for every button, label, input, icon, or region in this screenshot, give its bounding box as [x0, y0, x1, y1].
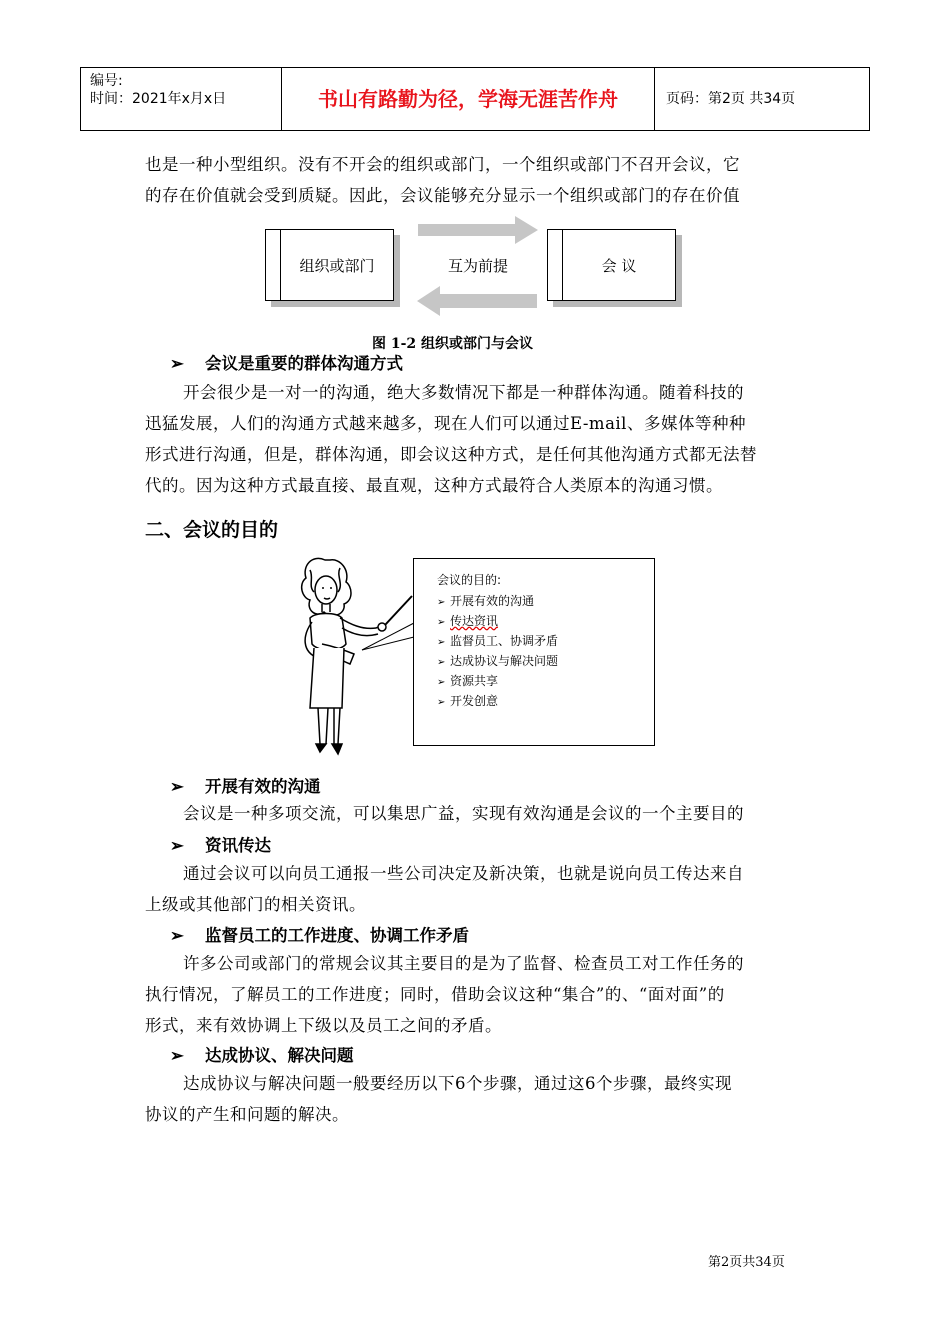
paragraph-line: 迅猛发展，人们的沟通方式越来越多，现在人们可以通过E-mail、多媒体等种种: [145, 414, 746, 433]
bullet-heading: ➢ 监督员工的工作进度、协调工作矛盾: [170, 926, 469, 945]
org-box: [265, 229, 394, 301]
bullet-heading: ➢ 会议是重要的群体沟通方式: [170, 354, 403, 373]
purpose-box: [413, 558, 655, 746]
arrow-icon: ➢: [437, 657, 446, 668]
figure-caption: 图 1-2 组织或部门与会议: [372, 336, 534, 352]
bullet-heading: ➢ 开展有效的沟通: [170, 777, 321, 796]
header-page: 页码：第2页 共34页: [666, 91, 796, 107]
purpose-title: 会议的目的:: [437, 573, 502, 587]
bullet-arrow-icon: ➢: [170, 354, 184, 373]
list-item: ➢ 资源共享: [437, 671, 558, 691]
paragraph-line: 许多公司或部门的常规会议其主要目的是为了监督、检查员工对工作任务的: [183, 954, 744, 973]
arrow-icon: ➢: [437, 597, 446, 608]
list-item: ➢ 达成协议与解决问题: [437, 651, 558, 671]
time-label: 时间：2021年x月x日: [90, 91, 227, 107]
header-motto: 书山有路勤为径，学海无涯苦作舟: [318, 87, 618, 111]
bullet-arrow-icon: ➢: [170, 1046, 184, 1065]
org-box-label: 组织或部门: [280, 230, 393, 300]
list-item: ➢ 开展有效的沟通: [437, 591, 558, 611]
bullet-heading: ➢ 资讯传达: [170, 836, 271, 855]
paragraph-line: 通过会议可以向员工通报一些公司决定及新决策，也就是说向员工传达来自: [183, 864, 744, 883]
page-footer: 第2页共34页: [708, 1255, 785, 1270]
bullet-arrow-icon: ➢: [170, 836, 184, 855]
arrow-icon: ➢: [437, 617, 446, 628]
pointer-line: [360, 615, 420, 655]
bullet-arrow-icon: ➢: [170, 777, 184, 796]
arrow-left-icon: [417, 286, 537, 316]
meeting-box: [547, 229, 676, 301]
paragraph-line: 执行情况，了解员工的工作进度；同时，借助会议这种“集合”的、“面对面”的: [145, 985, 725, 1004]
list-item: ➢ 监督员工、协调矛盾: [437, 631, 558, 651]
bullet-arrow-icon: ➢: [170, 926, 184, 945]
meeting-box-label: 会 议: [562, 230, 675, 300]
list-item: ➢ 开发创意: [437, 691, 558, 711]
paragraph-line: 形式，来有效协调上下级以及员工之间的矛盾。: [145, 1016, 502, 1035]
list-item: ➢ 传达资讯: [437, 611, 558, 631]
intro-line-1: 也是一种小型组织。没有不开会的组织或部门，一个组织或部门不召开会议，它: [145, 155, 740, 174]
page-header: [80, 67, 870, 131]
paragraph-line: 上级或其他部门的相关资讯。: [145, 895, 366, 914]
paragraph-line: 会议是一种多项交流，可以集思广益，实现有效沟通是会议的一个主要目的: [183, 804, 744, 823]
section-title: 二、会议的目的: [145, 519, 279, 541]
arrow-icon: ➢: [437, 637, 446, 648]
mutual-label: 互为前提: [448, 257, 509, 275]
bullet-heading: ➢ 达成协议、解决问题: [170, 1046, 354, 1065]
arrow-right-icon: [418, 216, 538, 244]
paragraph-line: 代的。因为这种方式最直接、最直观，这种方式最符合人类原本的沟通习惯。: [145, 476, 723, 495]
paragraph-line: 协议的产生和问题的解决。: [145, 1105, 349, 1124]
paragraph-line: 开会很少是一对一的沟通，绝大多数情况下都是一种群体沟通。随着科技的: [183, 383, 744, 402]
paragraph-line: 形式进行沟通，但是，群体沟通，即会议这种方式，是任何其他沟通方式都无法替: [145, 445, 757, 464]
number-label: 编号:: [90, 73, 123, 89]
arrow-icon: ➢: [437, 677, 446, 688]
purpose-list: [437, 591, 558, 711]
intro-line-2: 的存在价值就会受到质疑。因此，会议能够充分显示一个组织或部门的存在价值: [145, 186, 740, 205]
header-info: [90, 72, 226, 108]
paragraph-line: 达成协议与解决问题一般要经历以下6个步骤，通过这6个步骤，最终实现: [183, 1074, 732, 1093]
arrow-icon: ➢: [437, 697, 446, 708]
